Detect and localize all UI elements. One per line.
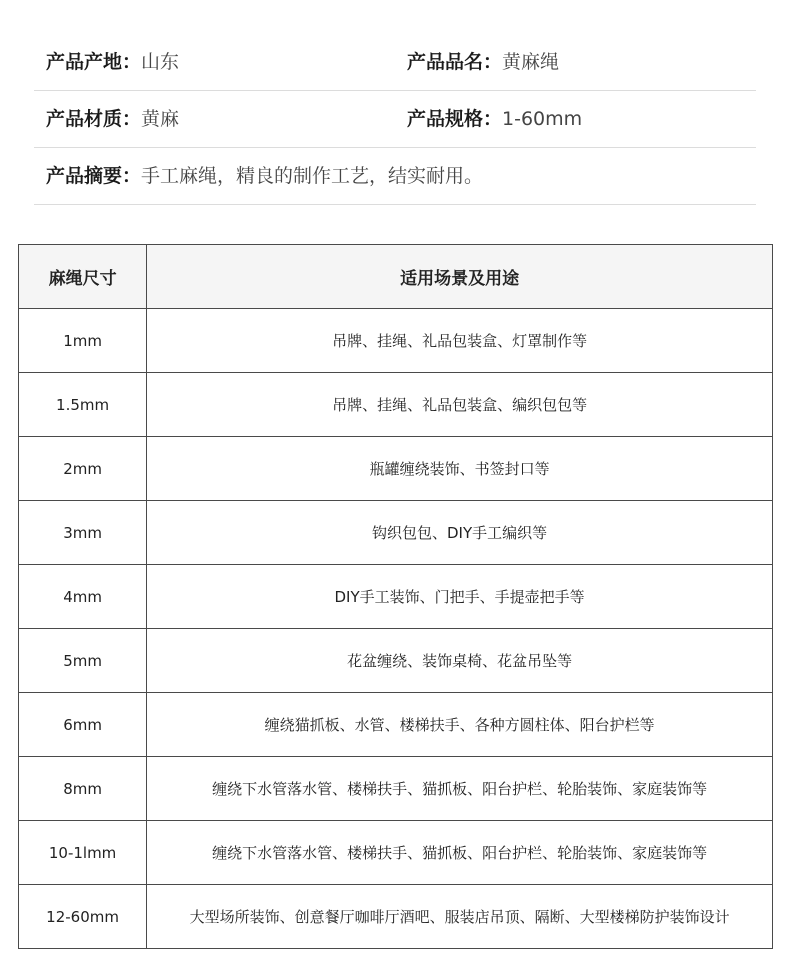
info-row-summary [34,148,756,205]
rope-size-table [18,244,773,949]
info-row-origin-name [34,34,756,91]
info-spec [407,91,582,147]
cell-use: 大型场所装饰、创意餐厅咖啡厅酒吧、服装店吊顶、隔断、大型楼梯防护装饰设计 [147,885,773,949]
cell-use: 瓶罐缠绕装饰、书签封口等 [147,437,773,501]
header-size: 麻绳尺寸 [19,245,147,309]
cell-size: 3mm [19,501,147,565]
cell-size: 12-60mm [19,885,147,949]
table-row [19,885,773,949]
table-row [19,757,773,821]
table-row [19,693,773,757]
table-row [19,629,773,693]
info-spec-label: 产品规格： [407,108,503,130]
cell-use: 吊牌、挂绳、礼品包装盒、编织包包等 [147,373,773,437]
table-row [19,821,773,885]
cell-size: 4mm [19,565,147,629]
info-spec-value: 1-60mm [502,108,583,130]
info-origin-label: 产品产地： [46,51,142,73]
info-origin-value: 山东 [141,51,180,73]
table-row [19,565,773,629]
cell-size: 10-1lmm [19,821,147,885]
cell-use: 缠绕下水管落水管、楼梯扶手、猫抓板、阳台护栏、轮胎装饰、家庭装饰等 [147,821,773,885]
cell-size: 6mm [19,693,147,757]
cell-use: 缠绕下水管落水管、楼梯扶手、猫抓板、阳台护栏、轮胎装饰、家庭装饰等 [147,757,773,821]
header-use: 适用场景及用途 [147,245,773,309]
table-header-row [19,245,773,309]
cell-use: 缠绕猫抓板、水管、楼梯扶手、各种方圆柱体、阳台护栏等 [147,693,773,757]
cell-use: 吊牌、挂绳、礼品包装盒、灯罩制作等 [147,309,773,373]
table-row [19,437,773,501]
info-material [46,91,179,147]
info-product-name-label: 产品品名： [407,51,503,73]
info-row-material-spec [34,91,756,148]
info-material-label: 产品材质： [46,108,142,130]
cell-use: 钩织包包、DIY手工编织等 [147,501,773,565]
cell-size: 5mm [19,629,147,693]
info-origin [46,34,179,90]
info-product-name-value: 黄麻绳 [502,51,560,73]
info-summary-label: 产品摘要： [46,165,142,187]
table-row [19,373,773,437]
table-row [19,501,773,565]
cell-use: DIY手工装饰、门把手、手提壶把手等 [147,565,773,629]
info-summary-value: 手工麻绳，精良的制作工艺，结实耐用。 [141,165,484,187]
cell-use: 花盆缠绕、装饰桌椅、花盆吊坠等 [147,629,773,693]
cell-size: 8mm [19,757,147,821]
info-material-value: 黄麻 [141,108,180,130]
cell-size: 1.5mm [19,373,147,437]
info-product-name [407,34,559,90]
product-info [34,34,756,205]
cell-size: 1mm [19,309,147,373]
cell-size: 2mm [19,437,147,501]
info-summary [46,148,483,204]
table-row [19,309,773,373]
